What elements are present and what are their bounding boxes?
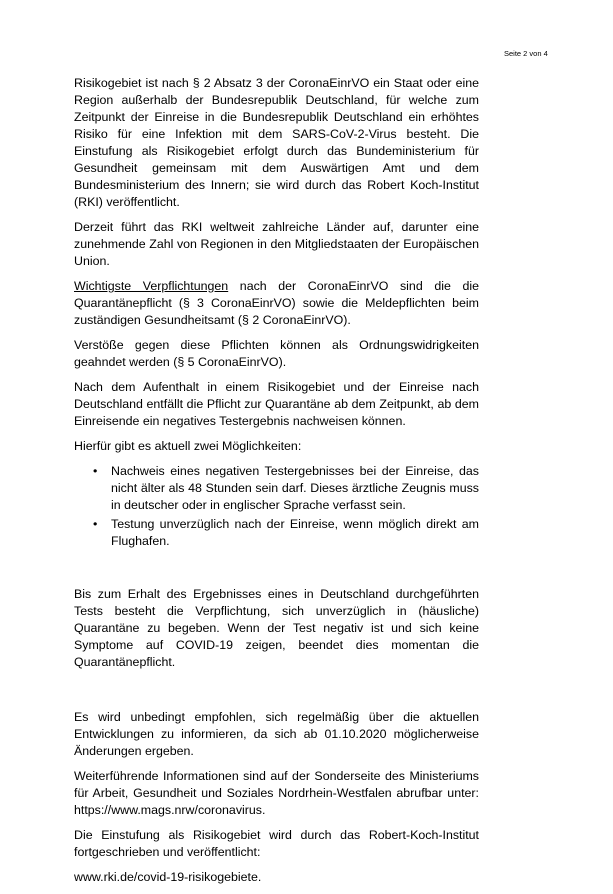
bullet-icon: •: [93, 517, 98, 531]
spacer: [74, 679, 479, 709]
list-item-text: Nachweis eines negativen Testergebnisses bei der Einreise, das nicht älter als 48 Stunden sein darf. Dieses ärztliche Zeugnis muss in deutscher oder in englischer Sprache verfasst sein.: [111, 464, 479, 512]
risk-area-definition-paragraph: Risikogebiet ist nach § 2 Absatz 3 der CoronaEinrVO ein Staat oder eine Region außerhalb der Bundesrepublik Deutschland, für welche zum Zeitpunkt der Einreise in die Bundesrepublik Deutschland ein erhöhtes Risiko für eine Infektion mit dem SARS-CoV-2-Virus besteht. Die Einstufung als Risikogebiet erfolgt durch das Bundeministerium für Gesundheit gemeinsam mit dem Auswärtigen Amt und dem Bundesministerium des Innern; sie wird durch das Robert Koch-Institut (RKI) veröffentlicht.: [74, 76, 479, 209]
rki-classification-paragraph: Die Einstufung als Risikogebiet wird durch das Robert-Koch-Institut fortgeschrieben und veröffentlicht:: [74, 828, 479, 859]
rki-regions-paragraph: Derzeit führt das RKI weltweit zahlreiche Länder auf, darunter eine zunehmende Zahl von Regionen in den Mitgliedstaaten der Europäischen Union.: [74, 220, 479, 268]
options-list: [74, 463, 479, 550]
document-body: [74, 75, 479, 894]
obligations-text: nach der CoronaEinrVO sind die die Quarantänepflicht (§ 3 CoronaEinrVO) sowie die Meldepflichten beim zuständigen Gesundheitsamt (§ 2 CoronaEinrVO).: [74, 279, 479, 327]
list-item: [74, 463, 479, 514]
ministry-info-paragraph: Weiterführende Informationen sind auf der Sonderseite des Ministeriums für Arbeit, Gesundheit und Soziales Nordrhein-Westfalen abrufbar unter: https://www.mags.nrw/coronavirus.: [74, 769, 479, 817]
test-result-paragraph: Bis zum Erhalt des Ergebnisses eines in Deutschland durchgeführten Tests besteht die Verpflichtung, sich unverzüglich in (häusliche) Quarantäne zu begeben. Wenn der Test negativ ist und sich keine Symptome auf COVID-19 zeigen, beendet dies momentan die Quarantänepflicht.: [74, 587, 479, 669]
recommendation-paragraph: Es wird unbedingt empfohlen, sich regelmäßig über die aktuellen Entwicklungen zu informieren, da sich ab 01.10.2020 möglicherweise Änderungen ergeben.: [74, 710, 479, 758]
rki-url-line: www.rki.de/covid-19-risikogebiete.: [74, 870, 262, 884]
options-intro-paragraph: Hierfür gibt es aktuell zwei Möglichkeiten:: [74, 439, 302, 453]
obligations-underlined-heading: Wichtigste Verpflichtungen: [74, 279, 229, 293]
list-item: [74, 516, 479, 550]
spacer: [74, 552, 479, 586]
bullet-icon: •: [93, 464, 98, 478]
quarantine-end-paragraph: Nach dem Aufenthalt in einem Risikogebiet und der Einreise nach Deutschland entfällt die Pflicht zur Quarantäne ab dem Zeitpunkt, ab dem Einreisende ein negatives Testergebnis nachweisen können.: [74, 380, 479, 428]
obligations-paragraph: [74, 278, 479, 329]
list-item-text: Testung unverzüglich nach der Einreise, wenn möglich direkt am Flughafen.: [111, 517, 479, 548]
violations-paragraph: Verstöße gegen diese Pflichten können als Ordnungswidrigkeiten geahndet werden (§ 5 CoronaEinrVO).: [74, 338, 479, 369]
page-number: Seite 2 von 4: [504, 49, 548, 58]
